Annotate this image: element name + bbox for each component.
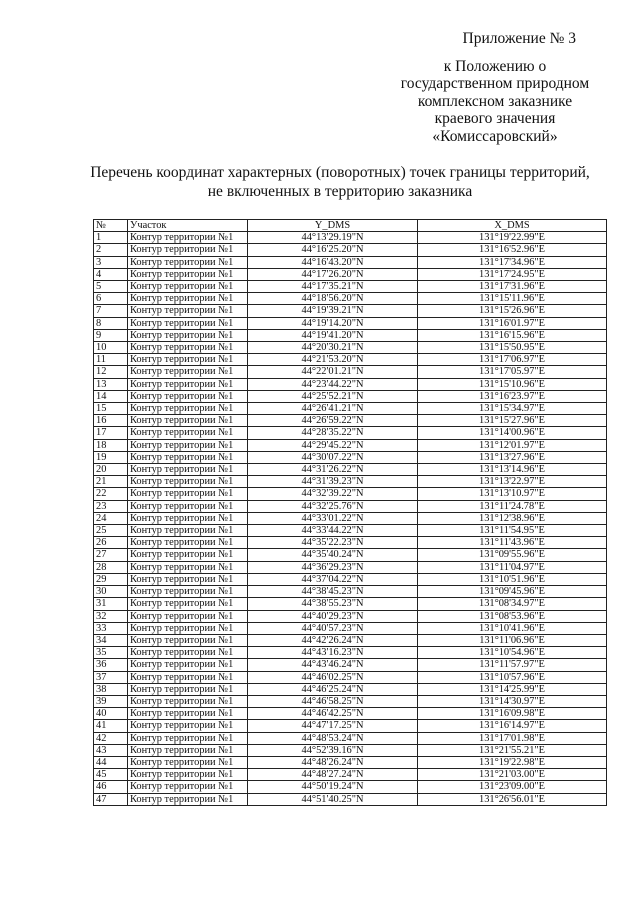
point-number-cell: 46 [94, 781, 128, 793]
table-row [94, 659, 607, 671]
area-name-cell: Контур территории №1 [128, 586, 248, 598]
longitude-cell: 131°21'55.21"E [418, 744, 607, 756]
table-row [94, 671, 607, 683]
longitude-cell: 131°16'52.96"E [418, 244, 607, 256]
latitude-cell: 44°48'53.24"N [248, 732, 418, 744]
longitude-cell: 131°17'34.96"E [418, 256, 607, 268]
appendix-line: государственном природном [400, 75, 590, 92]
area-name-cell: Контур территории №1 [128, 439, 248, 451]
longitude-cell: 131°15'34.97"E [418, 403, 607, 415]
longitude-cell: 131°19'22.99"E [418, 232, 607, 244]
point-number-cell: 31 [94, 598, 128, 610]
table-row [94, 756, 607, 768]
table-row [94, 366, 607, 378]
latitude-cell: 44°47'17.25"N [248, 720, 418, 732]
table-row [94, 573, 607, 585]
latitude-cell: 44°38'45.23"N [248, 586, 418, 598]
table-body [94, 232, 607, 806]
point-number-cell: 5 [94, 281, 128, 293]
latitude-cell: 44°33'44.22"N [248, 525, 418, 537]
point-number-cell: 23 [94, 500, 128, 512]
table-row [94, 634, 607, 646]
point-number-cell: 2 [94, 244, 128, 256]
point-number-cell: 41 [94, 720, 128, 732]
point-number-cell: 17 [94, 427, 128, 439]
table-row [94, 647, 607, 659]
longitude-cell: 131°17'24.95"E [418, 268, 607, 280]
header-number: № [94, 220, 128, 232]
area-name-cell: Контур территории №1 [128, 427, 248, 439]
area-name-cell: Контур территории №1 [128, 256, 248, 268]
latitude-cell: 44°35'40.24"N [248, 549, 418, 561]
point-number-cell: 7 [94, 305, 128, 317]
table-row [94, 610, 607, 622]
latitude-cell: 44°16'43.20"N [248, 256, 418, 268]
latitude-cell: 44°40'29.23"N [248, 610, 418, 622]
longitude-cell: 131°09'45.96"E [418, 586, 607, 598]
latitude-cell: 44°51'40.25"N [248, 793, 418, 805]
appendix-number: Приложение № 3 [462, 30, 576, 47]
point-number-cell: 30 [94, 586, 128, 598]
table-header [94, 220, 607, 232]
point-number-cell: 20 [94, 464, 128, 476]
table-row [94, 549, 607, 561]
longitude-cell: 131°12'38.96"E [418, 512, 607, 524]
latitude-cell: 44°48'26.24"N [248, 756, 418, 768]
area-name-cell: Контур территории №1 [128, 622, 248, 634]
longitude-cell: 131°11'24.78"E [418, 500, 607, 512]
point-number-cell: 18 [94, 439, 128, 451]
table-row [94, 769, 607, 781]
latitude-cell: 44°50'19.24"N [248, 781, 418, 793]
table-row [94, 695, 607, 707]
latitude-cell: 44°31'39.23"N [248, 476, 418, 488]
point-number-cell: 9 [94, 329, 128, 341]
area-name-cell: Контур территории №1 [128, 708, 248, 720]
latitude-cell: 44°35'22.23"N [248, 537, 418, 549]
longitude-cell: 131°15'27.96"E [418, 415, 607, 427]
area-name-cell: Контур территории №1 [128, 512, 248, 524]
longitude-cell: 131°09'55.96"E [418, 549, 607, 561]
longitude-cell: 131°08'53.96"E [418, 610, 607, 622]
latitude-cell: 44°42'26.24"N [248, 634, 418, 646]
longitude-cell: 131°13'10.97"E [418, 488, 607, 500]
area-name-cell: Контур территории №1 [128, 329, 248, 341]
point-number-cell: 39 [94, 695, 128, 707]
area-name-cell: Контур территории №1 [128, 781, 248, 793]
table-row [94, 390, 607, 402]
header-area: Участок [128, 220, 248, 232]
coordinates-table [93, 219, 607, 806]
appendix-line: «Комиссаровский» [432, 127, 558, 145]
table-row [94, 232, 607, 244]
latitude-cell: 44°21'53.20"N [248, 354, 418, 366]
latitude-cell: 44°29'45.22"N [248, 439, 418, 451]
point-number-cell: 28 [94, 561, 128, 573]
point-number-cell: 40 [94, 708, 128, 720]
point-number-cell: 8 [94, 317, 128, 329]
area-name-cell: Контур территории №1 [128, 732, 248, 744]
title-line: Перечень координат характерных (поворотных) точек границы территорий, [90, 164, 590, 181]
title-line: не включенных в территорию заказника [207, 183, 473, 200]
table-row [94, 476, 607, 488]
area-name-cell: Контур территории №1 [128, 695, 248, 707]
appendix-line: к Положению о [443, 57, 547, 75]
table-row [94, 427, 607, 439]
latitude-cell: 44°26'41.21"N [248, 403, 418, 415]
point-number-cell: 32 [94, 610, 128, 622]
table-row [94, 305, 607, 317]
table-row [94, 342, 607, 354]
latitude-cell: 44°43'46.24"N [248, 659, 418, 671]
table-row [94, 256, 607, 268]
area-name-cell: Контур территории №1 [128, 244, 248, 256]
area-name-cell: Контур территории №1 [128, 305, 248, 317]
table-row [94, 403, 607, 415]
longitude-cell: 131°16'09.98"E [418, 708, 607, 720]
longitude-cell: 131°16'01.97"E [418, 317, 607, 329]
point-number-cell: 25 [94, 525, 128, 537]
point-number-cell: 6 [94, 293, 128, 305]
table-row [94, 622, 607, 634]
latitude-cell: 44°37'04.22"N [248, 573, 418, 585]
point-number-cell: 33 [94, 622, 128, 634]
point-number-cell: 35 [94, 647, 128, 659]
point-number-cell: 24 [94, 512, 128, 524]
latitude-cell: 44°46'02.25"N [248, 671, 418, 683]
point-number-cell: 22 [94, 488, 128, 500]
point-number-cell: 3 [94, 256, 128, 268]
longitude-cell: 131°11'57.97"E [418, 659, 607, 671]
table-row [94, 329, 607, 341]
latitude-cell: 44°46'58.25"N [248, 695, 418, 707]
area-name-cell: Контур территории №1 [128, 525, 248, 537]
area-name-cell: Контур территории №1 [128, 464, 248, 476]
appendix-line: комплексном заказнике [417, 92, 573, 110]
latitude-cell: 44°20'30.21"N [248, 342, 418, 354]
area-name-cell: Контур территории №1 [128, 683, 248, 695]
longitude-cell: 131°10'54.96"E [418, 647, 607, 659]
longitude-cell: 131°23'09.00"E [418, 781, 607, 793]
area-name-cell: Контур территории №1 [128, 293, 248, 305]
table-row [94, 378, 607, 390]
table-row [94, 415, 607, 427]
latitude-cell: 44°25'52.21"N [248, 390, 418, 402]
area-name-cell: Контур территории №1 [128, 671, 248, 683]
area-name-cell: Контур территории №1 [128, 549, 248, 561]
table-row [94, 293, 607, 305]
header-latitude: Y_DMS [248, 220, 418, 232]
table-row [94, 451, 607, 463]
area-name-cell: Контур территории №1 [128, 659, 248, 671]
latitude-cell: 44°19'14.20"N [248, 317, 418, 329]
area-name-cell: Контур территории №1 [128, 500, 248, 512]
table-row [94, 793, 607, 805]
latitude-cell: 44°43'16.23"N [248, 647, 418, 659]
longitude-cell: 131°11'54.95"E [418, 525, 607, 537]
latitude-cell: 44°26'59.22"N [248, 415, 418, 427]
document-title [60, 163, 620, 201]
longitude-cell: 131°16'15.96"E [418, 329, 607, 341]
point-number-cell: 34 [94, 634, 128, 646]
longitude-cell: 131°11'04.97"E [418, 561, 607, 573]
appendix-block [380, 30, 610, 145]
header-row [94, 220, 607, 232]
table-row [94, 537, 607, 549]
table-row [94, 488, 607, 500]
longitude-cell: 131°10'41.96"E [418, 622, 607, 634]
area-name-cell: Контур территории №1 [128, 488, 248, 500]
table-row [94, 744, 607, 756]
area-name-cell: Контур территории №1 [128, 634, 248, 646]
latitude-cell: 44°46'25.24"N [248, 683, 418, 695]
table-row [94, 781, 607, 793]
latitude-cell: 44°16'25.20"N [248, 244, 418, 256]
area-name-cell: Контур территории №1 [128, 342, 248, 354]
table-row [94, 354, 607, 366]
point-number-cell: 47 [94, 793, 128, 805]
longitude-cell: 131°13'22.97"E [418, 476, 607, 488]
table-row [94, 561, 607, 573]
area-name-cell: Контур территории №1 [128, 756, 248, 768]
point-number-cell: 36 [94, 659, 128, 671]
point-number-cell: 27 [94, 549, 128, 561]
area-name-cell: Контур территории №1 [128, 268, 248, 280]
longitude-cell: 131°17'05.97"E [418, 366, 607, 378]
longitude-cell: 131°16'23.97"E [418, 390, 607, 402]
longitude-cell: 131°12'01.97"E [418, 439, 607, 451]
area-name-cell: Контур территории №1 [128, 561, 248, 573]
longitude-cell: 131°08'34.97"E [418, 598, 607, 610]
longitude-cell: 131°15'10.96"E [418, 378, 607, 390]
point-number-cell: 11 [94, 354, 128, 366]
longitude-cell: 131°14'30.97"E [418, 695, 607, 707]
area-name-cell: Контур территории №1 [128, 793, 248, 805]
latitude-cell: 44°40'57.23"N [248, 622, 418, 634]
table-row [94, 244, 607, 256]
longitude-cell: 131°10'51.96"E [418, 573, 607, 585]
longitude-cell: 131°10'57.96"E [418, 671, 607, 683]
area-name-cell: Контур территории №1 [128, 403, 248, 415]
table-row [94, 683, 607, 695]
area-name-cell: Контур территории №1 [128, 415, 248, 427]
point-number-cell: 4 [94, 268, 128, 280]
longitude-cell: 131°21'03.00"E [418, 769, 607, 781]
area-name-cell: Контур территории №1 [128, 537, 248, 549]
area-name-cell: Контур территории №1 [128, 647, 248, 659]
area-name-cell: Контур территории №1 [128, 598, 248, 610]
area-name-cell: Контур территории №1 [128, 281, 248, 293]
longitude-cell: 131°13'27.96"E [418, 451, 607, 463]
point-number-cell: 45 [94, 769, 128, 781]
latitude-cell: 44°19'41.20"N [248, 329, 418, 341]
latitude-cell: 44°36'29.23"N [248, 561, 418, 573]
table-row [94, 586, 607, 598]
table-row [94, 708, 607, 720]
header-longitude: X_DMS [418, 220, 607, 232]
area-name-cell: Контур территории №1 [128, 390, 248, 402]
table-row [94, 439, 607, 451]
latitude-cell: 44°46'42.25"N [248, 708, 418, 720]
latitude-cell: 44°30'07.22"N [248, 451, 418, 463]
longitude-cell: 131°17'31.96"E [418, 281, 607, 293]
table-row [94, 464, 607, 476]
point-number-cell: 44 [94, 756, 128, 768]
area-name-cell: Контур территории №1 [128, 366, 248, 378]
area-name-cell: Контур территории №1 [128, 378, 248, 390]
area-name-cell: Контур территории №1 [128, 573, 248, 585]
area-name-cell: Контур территории №1 [128, 610, 248, 622]
latitude-cell: 44°48'27.24"N [248, 769, 418, 781]
point-number-cell: 19 [94, 451, 128, 463]
latitude-cell: 44°33'01.22"N [248, 512, 418, 524]
table-row [94, 732, 607, 744]
longitude-cell: 131°15'50.95"E [418, 342, 607, 354]
latitude-cell: 44°19'39.21"N [248, 305, 418, 317]
longitude-cell: 131°14'00.96"E [418, 427, 607, 439]
area-name-cell: Контур территории №1 [128, 744, 248, 756]
point-number-cell: 29 [94, 573, 128, 585]
area-name-cell: Контур территории №1 [128, 720, 248, 732]
point-number-cell: 1 [94, 232, 128, 244]
area-name-cell: Контур территории №1 [128, 769, 248, 781]
latitude-cell: 44°52'39.16"N [248, 744, 418, 756]
latitude-cell: 44°22'01.21"N [248, 366, 418, 378]
point-number-cell: 16 [94, 415, 128, 427]
latitude-cell: 44°23'44.22"N [248, 378, 418, 390]
longitude-cell: 131°17'01.98"E [418, 732, 607, 744]
area-name-cell: Контур территории №1 [128, 354, 248, 366]
point-number-cell: 15 [94, 403, 128, 415]
latitude-cell: 44°17'26.20"N [248, 268, 418, 280]
longitude-cell: 131°15'26.96"E [418, 305, 607, 317]
table-row [94, 500, 607, 512]
longitude-cell: 131°14'25.99"E [418, 683, 607, 695]
point-number-cell: 26 [94, 537, 128, 549]
latitude-cell: 44°28'35.22"N [248, 427, 418, 439]
point-number-cell: 21 [94, 476, 128, 488]
longitude-cell: 131°26'56.01"E [418, 793, 607, 805]
table-row [94, 720, 607, 732]
latitude-cell: 44°13'29.19"N [248, 232, 418, 244]
latitude-cell: 44°18'56.20"N [248, 293, 418, 305]
appendix-line: краевого значения [434, 110, 556, 127]
longitude-cell: 131°16'14.97"E [418, 720, 607, 732]
point-number-cell: 12 [94, 366, 128, 378]
latitude-cell: 44°31'26.22"N [248, 464, 418, 476]
area-name-cell: Контур территории №1 [128, 451, 248, 463]
table-row [94, 281, 607, 293]
longitude-cell: 131°11'06.96"E [418, 634, 607, 646]
area-name-cell: Контур территории №1 [128, 317, 248, 329]
point-number-cell: 13 [94, 378, 128, 390]
longitude-cell: 131°13'14.96"E [418, 464, 607, 476]
table-row [94, 525, 607, 537]
area-name-cell: Контур территории №1 [128, 476, 248, 488]
point-number-cell: 43 [94, 744, 128, 756]
table-row [94, 317, 607, 329]
point-number-cell: 37 [94, 671, 128, 683]
longitude-cell: 131°15'11.96"E [418, 293, 607, 305]
latitude-cell: 44°17'35.21"N [248, 281, 418, 293]
longitude-cell: 131°11'43.96"E [418, 537, 607, 549]
table-row [94, 598, 607, 610]
point-number-cell: 38 [94, 683, 128, 695]
point-number-cell: 14 [94, 390, 128, 402]
point-number-cell: 10 [94, 342, 128, 354]
table-row [94, 268, 607, 280]
latitude-cell: 44°38'55.23"N [248, 598, 418, 610]
latitude-cell: 44°32'25.76"N [248, 500, 418, 512]
latitude-cell: 44°32'39.22"N [248, 488, 418, 500]
table-row [94, 512, 607, 524]
longitude-cell: 131°19'22.98"E [418, 756, 607, 768]
point-number-cell: 42 [94, 732, 128, 744]
area-name-cell: Контур территории №1 [128, 232, 248, 244]
longitude-cell: 131°17'06.97"E [418, 354, 607, 366]
